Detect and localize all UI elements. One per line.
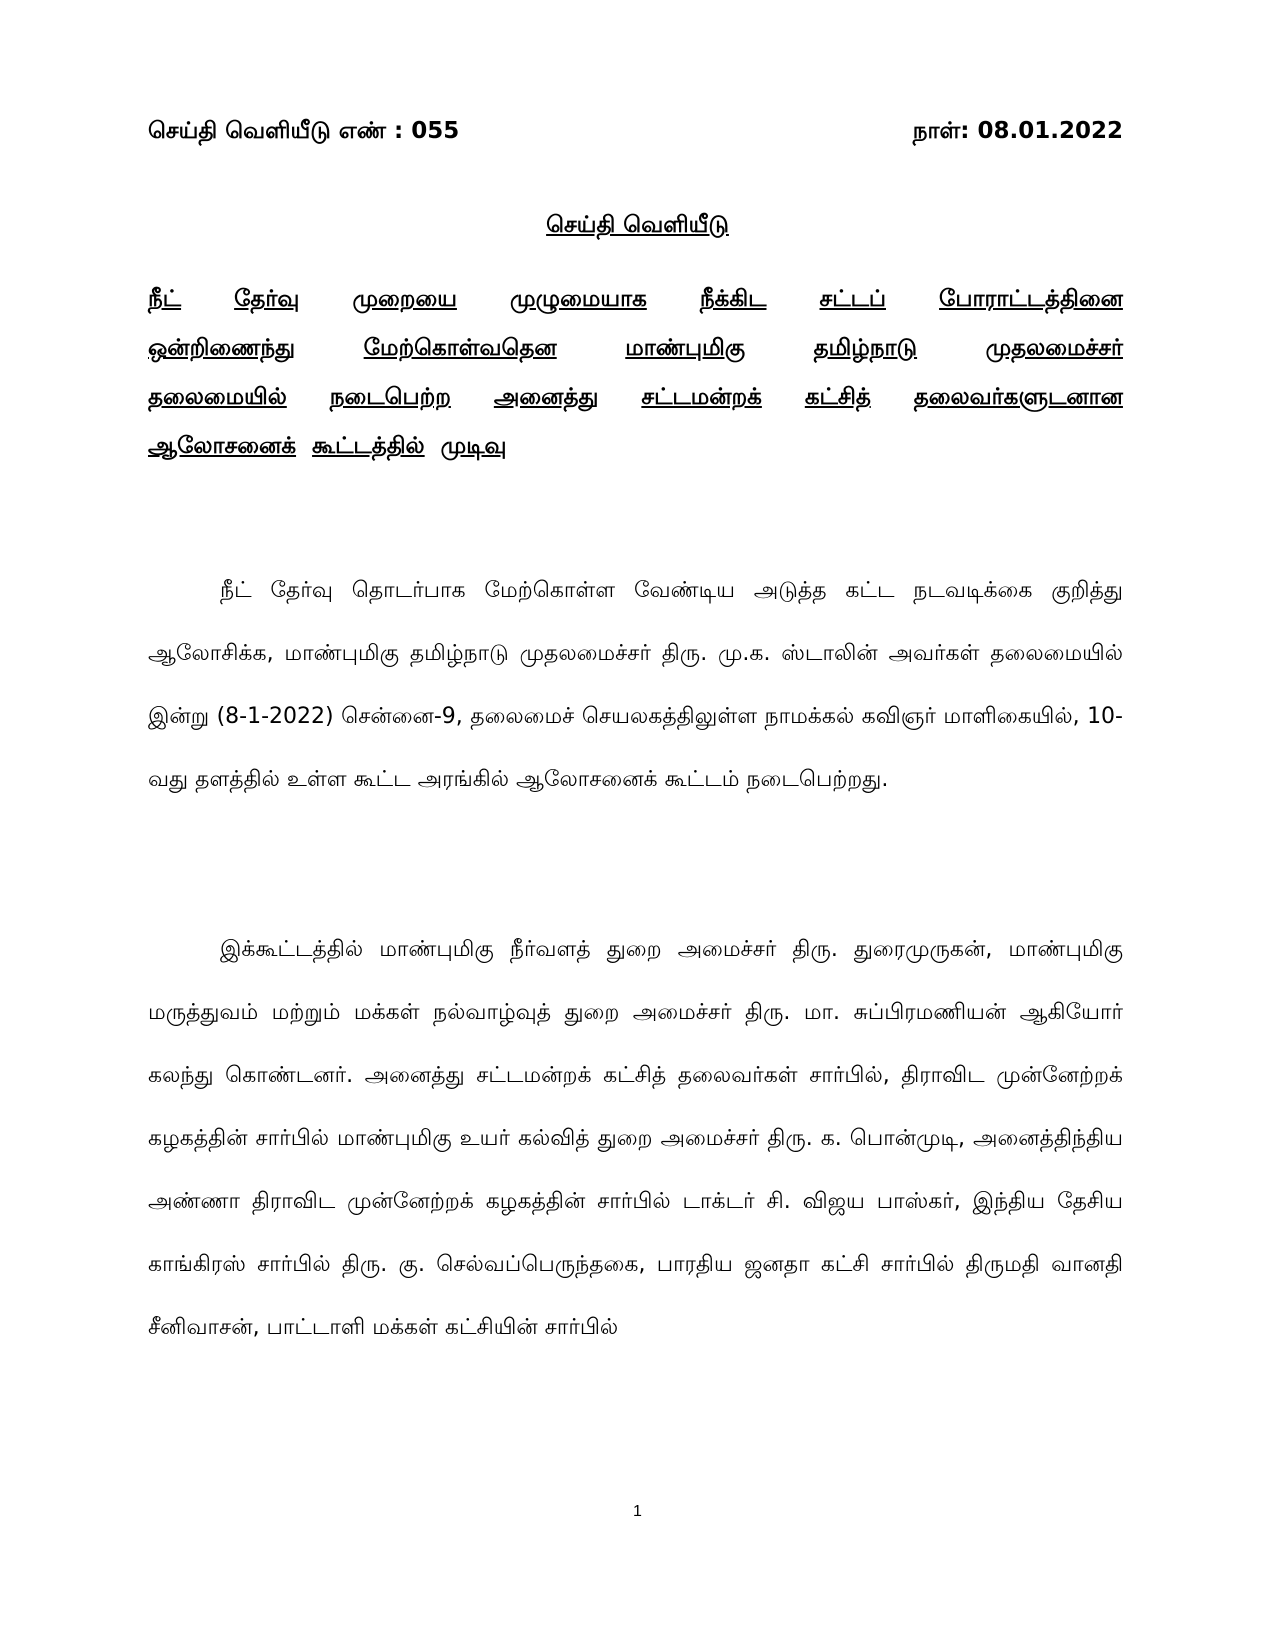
headline-word: தலைவர்களுடனான — [913, 384, 1123, 410]
headline-word: நடைபெற்ற — [329, 384, 451, 410]
headline-word: அனைத்து — [493, 384, 599, 410]
headline-line-1 — [148, 286, 1123, 335]
headline-word: சட்டப் — [819, 286, 886, 312]
headline-word: கட்சித் — [804, 384, 871, 410]
paragraph-text: இக்கூட்டத்தில் மாண்புமிகு நீர்வளத் துறை அமைச்சர் திரு. துரைமுருகன், மாண்புமிகு மருத்துவம் மற்றும் மக்கள் நல்வாழ்வுத் துறை அமைச்சர் திரு. மா. சுப்பிரமணியன் ஆகியோர் கலந்து கொண்டனர். அனைத்து சட்டமன்றக் கட்சித் தலைவர்கள் சார்பில், திராவிட முன்னேற்றக் கழகத்தின் சார்பில் மாண்புமிகு உயர் கல்வித் துறை அமைச்சர் திரு. க. பொன்முடி, அனைத்திந்திய அண்ணா திராவிட முன்னேற்றக் கழகத்தின் சார்பில் டாக்டர் சி. விஜய பாஸ்கர், இந்திய தேசிய காங்கிரஸ் சார்பில் திரு. கு. செல்வப்பெருந்தகை, பாரதிய ஜனதா கட்சி சார்பில் திருமதி வானதி சீனிவாசன், பாட்டாளி மக்கள் கட்சியின் சார்பில் — [148, 937, 1123, 1340]
release-date: நாள்: 08.01.2022 — [912, 118, 1123, 144]
headline-word: தமிழ்நாடு — [813, 335, 918, 361]
release-number: செய்தி வெளியீடு எண் : 055 — [148, 118, 460, 144]
page-number: 1 — [633, 1503, 642, 1520]
headline-word: தேர்வு — [234, 286, 300, 312]
headline — [148, 286, 1123, 482]
headline-word: முறையை — [352, 286, 457, 312]
headline-word: கூட்டத்தில் — [312, 433, 425, 459]
headline-word: நீக்கிட — [699, 286, 767, 312]
headline-line-4 — [148, 433, 1123, 482]
body-paragraph-1 — [148, 559, 1123, 811]
headline-word: ஆலோசனைக் — [148, 433, 297, 459]
headline-line-3 — [148, 384, 1123, 433]
headline-word: முதலமைச்சர் — [985, 335, 1123, 361]
headline-word: தலைமையில் — [148, 384, 287, 410]
paragraph-text: நீட் தேர்வு தொடர்பாக மேற்கொள்ள வேண்டிய அடுத்த கட்ட நடவடிக்கை குறித்து ஆலோசிக்க, மாண்புமிகு தமிழ்நாடு முதலமைச்சர் திரு. மு.க. ஸ்டாலின் அவர்கள் தலைமையில் இன்று (8-1-2022) சென்னை-9, தலைமைச் செயலகத்திலுள்ள நாமக்கல் கவிஞர் மாளிகையில், 10-வது தளத்தில் உள்ள கூட்ட அரங்கில் ஆலோசனைக் கூட்டம் நடைபெற்றது. — [148, 578, 1123, 792]
headline-word: சட்டமன்றக் — [641, 384, 762, 410]
body-paragraph-2 — [148, 918, 1123, 1359]
headline-word: மாண்புமிகு — [625, 335, 746, 361]
headline-word: முடிவு — [440, 433, 507, 459]
document-header — [148, 118, 1123, 147]
headline-word: மேற்கொள்வதென — [363, 335, 557, 361]
headline-word: நீட் — [148, 286, 182, 312]
headline-word: ஒன்றிணைந்து — [148, 335, 296, 361]
document-title: செய்தி வெளியீடு — [546, 212, 729, 238]
headline-word: போராட்டத்தினை — [939, 286, 1123, 312]
headline-word: முழுமையாக — [509, 286, 647, 312]
headline-line-2 — [148, 335, 1123, 384]
